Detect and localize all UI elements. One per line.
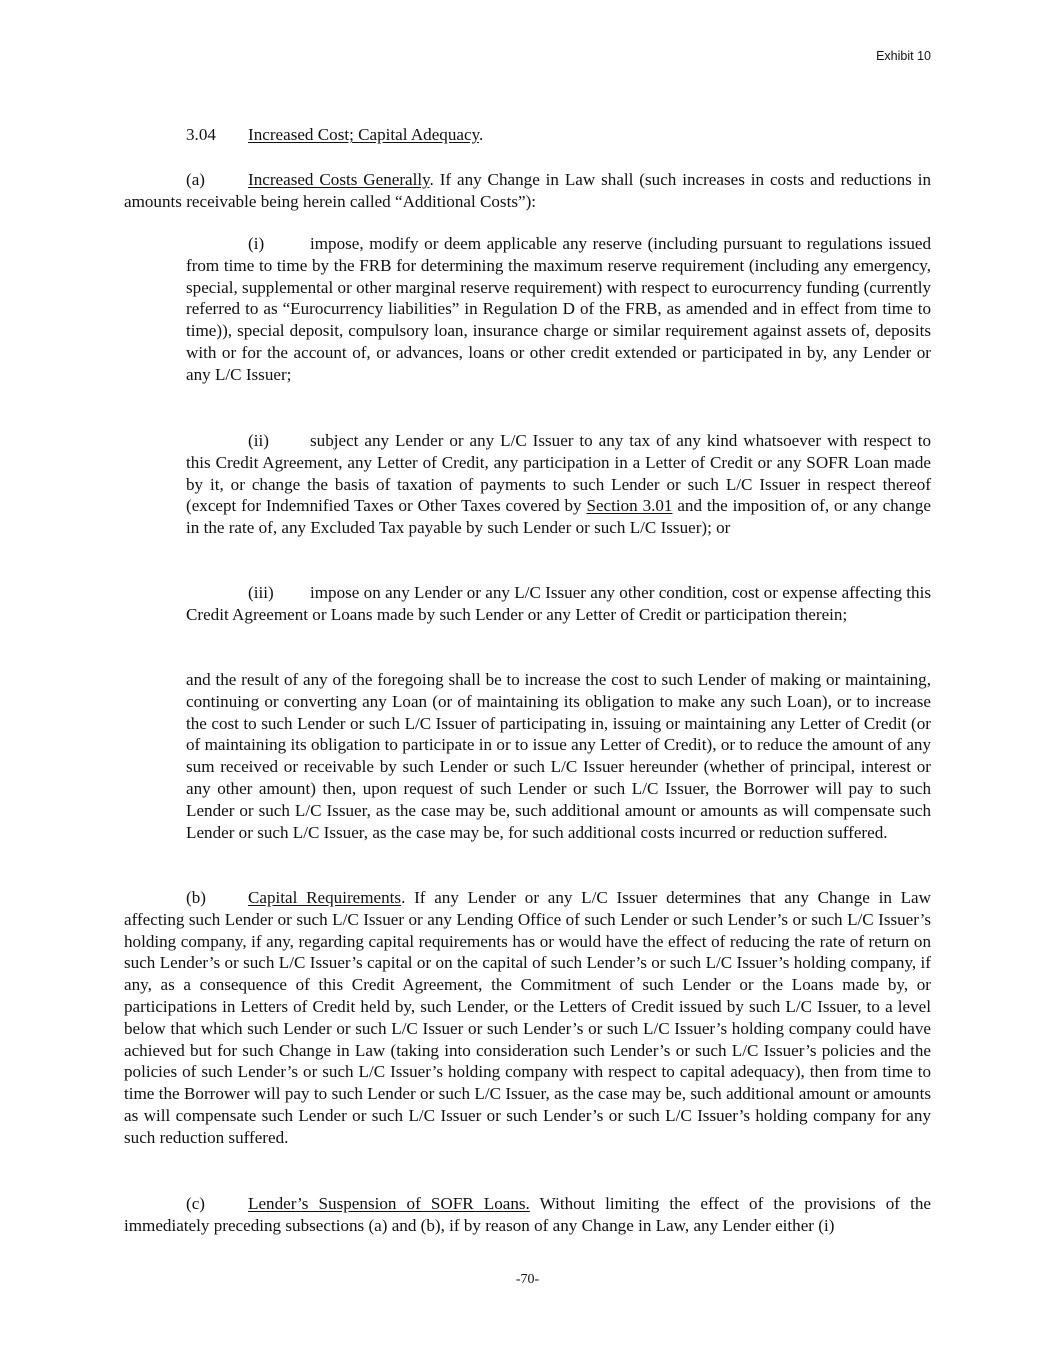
- item-ii-marker: (ii): [248, 431, 269, 450]
- item-ii-text-before: subject any Lender or any L/C Issuer to any tax of any kind whatsoever with respect to this Credit Agreement, any Letter of Credit, any participation in a Letter of Credit or any SOFR Loan made by it, or change the basis of taxation of payments to such Lender or such L/C Issuer in respect thereof (except for Indemnified Taxes or Other Taxes covered by: [186, 431, 931, 516]
- paragraph-a-heading: Increased Costs Generally: [248, 170, 430, 189]
- paragraph-a-marker: (a): [186, 170, 205, 189]
- item-i: [186, 233, 931, 386]
- item-iii-text: impose on any Lender or any L/C Issuer any other condition, cost or expense affecting this Credit Agreement or Loans made by such Lender or any Letter of Credit or participation therein;: [186, 583, 931, 624]
- result-paragraph: and the result of any of the foregoing shall be to increase the cost to such Lender of making or maintaining, continuing or converting any Loan (or of maintaining its obligation to make any such Loan), or to increase the cost to such Lender or such L/C Issuer of participating in, issuing or maintaining any Letter of Credit (or of maintaining its obligation to participate in or to issue any Letter of Credit), or to reduce the amount of any sum received or receivable by such Lender or such L/C Issuer hereunder (whether of principal, interest or any other amount) then, upon request of such Lender or such L/C Issuer, the Borrower will pay to such Lender or such L/C Issuer, as the case may be, such additional amount or amounts as will compensate such Lender or such L/C Issuer, as the case may be, for such additional costs incurred or reduction suffered.: [186, 670, 931, 842]
- section-heading: [124, 124, 931, 146]
- paragraph-c: [124, 1193, 931, 1237]
- item-ii: [186, 430, 931, 539]
- exhibit-label: Exhibit 10: [876, 49, 931, 63]
- paragraph-c-marker: (c): [186, 1194, 205, 1213]
- item-ii-text-after: and the imposition of, or any change in the rate of, any Excluded Tax payable by such Lender or such L/C Issuer); or: [186, 496, 931, 538]
- paragraph-c-text: Without limiting the effect of the provisions of the immediately preceding subsections (a) and (b), if by reason of any Change in Law, any Lender either (i): [124, 1194, 931, 1235]
- paragraph-c-heading: Lender’s Suspension of SOFR Loans.: [248, 1194, 530, 1213]
- paragraph-b: [124, 887, 931, 1149]
- section-title-tail: .: [479, 125, 484, 144]
- paragraph-b-text: . If any Lender or any L/C Issuer determines that any Change in Law affecting such Lender or such L/C Issuer or any Lending Office of such Lender or such Lender’s or such L/C Issuer’s holding company, if any, regarding capital requirements has or would have the effect of reducing the rate of return on such Lender’s or such L/C Issuer’s capital or on the capital of such Lender’s or such L/C Issuer’s holding company, if any, as a consequence of this Credit Agreement, the Commitment of such Lender or the Loans made by, or participations in Letters of Credit held by, such Lender, or the Letters of Credit issued by such L/C Issuer, to a level below that which such Lender or such L/C Issuer or such Lender’s or such L/C Issuer’s holding company could have achieved but for such Change in Law (taking into consideration such Lender’s or such L/C Issuer’s policies and the policies of such Lender’s or such L/C Issuer’s holding company with respect to capital adequacy), then from time to time the Borrower will pay to such Lender or such L/C Issuer, as the case may be, such additional amount or amounts as will compensate such Lender or such L/C Issuer or such Lender’s or such L/C Issuer’s holding company for any such reduction suffered.: [124, 888, 931, 1147]
- paragraph-a-text: . If any Change in Law shall (such increases in costs and reductions in amounts receivable being herein called “Additional Costs”):: [124, 170, 931, 211]
- page-number: -70-: [515, 1272, 540, 1287]
- paragraph-a: [124, 169, 931, 213]
- section-number: 3.04: [186, 125, 216, 144]
- section-3-01-reference[interactable]: Section 3.01: [586, 496, 673, 516]
- item-i-text: impose, modify or deem applicable any reserve (including pursuant to regulations issued from time to time by the FRB for determining the maximum reserve requirement (including any emergency, special, supplemental or other marginal reserve requirement) with respect to eurocurrency funding (currently referred to as “Eurocurrency liabilities” in Regulation D of the FRB, as amended and in effect from time to time)), special deposit, compulsory loan, insurance charge or similar requirement against assets of, deposits with or for the account of, or advances, loans or other credit extended or participated in by, any Lender or any L/C Issuer;: [186, 234, 931, 384]
- section-title: Increased Cost; Capital Adequacy: [248, 125, 480, 144]
- item-iii: [186, 582, 931, 626]
- paragraph-b-heading: Capital Requirements: [248, 888, 402, 907]
- item-iii-marker: (iii): [248, 583, 274, 602]
- item-i-marker: (i): [248, 234, 265, 253]
- paragraph-b-marker: (b): [186, 888, 206, 907]
